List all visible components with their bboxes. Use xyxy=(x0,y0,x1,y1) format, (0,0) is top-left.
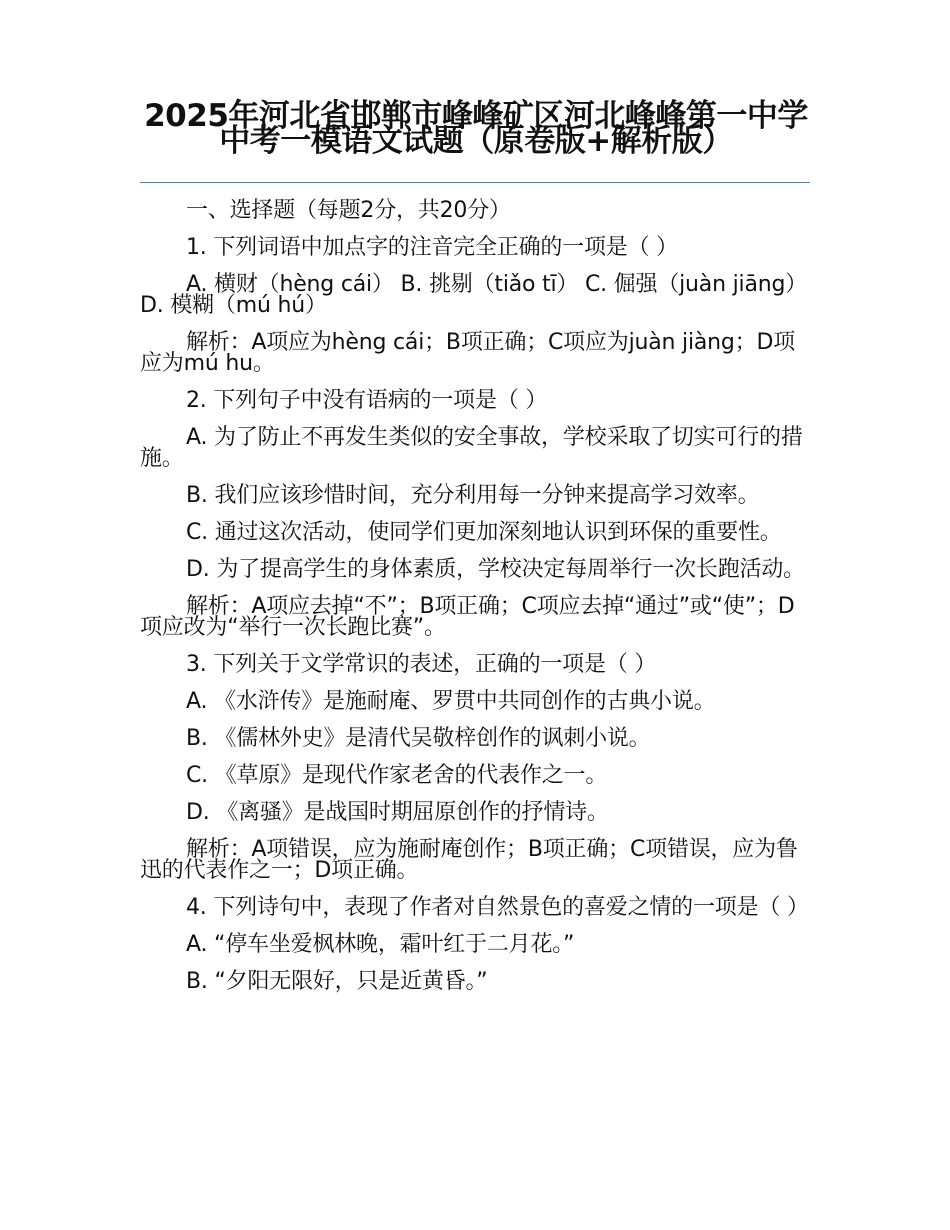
question-3-option-c: C. 《草原》是现代作家老舍的代表作之一。 xyxy=(186,763,608,788)
question-2-option-c: C. 通过这次活动，使同学们更加深刻地认识到环保的重要性。 xyxy=(186,520,782,545)
question-4-option-b: B. “夕阳无限好，只是近黄昏。” xyxy=(186,969,488,994)
question-2-option-a: A. 为了防止不再发生类似的安全事故，学校采取了切实可行的措施。 xyxy=(140,425,803,471)
question-3-option-a: A. 《水浒传》是施耐庵、罗贯中共同创作的古典小说。 xyxy=(186,689,716,714)
section-heading: 一、选择题（每题2分，共20分） xyxy=(186,198,511,223)
question-2-option-d: D. 为了提高学生的身体素质，学校决定每周举行一次长跑活动。 xyxy=(186,557,805,582)
question-3-option-d: D. 《离骚》是战国时期屈原创作的抒情诗。 xyxy=(186,800,609,825)
question-2-analysis: 解析：A项应去掉“不”；B项正确；C项应去掉“通过”或“使”；D项应改为“举行一次长跑比赛”。 xyxy=(140,594,795,640)
question-2-option-b: B. 我们应该珍惜时间，充分利用每一分钟来提高学习效率。 xyxy=(186,483,760,508)
question-1-analysis: 解析：A项应为hèng cái；B项正确；C项应为juàn jiàng；D项应为mú hu。 xyxy=(140,330,796,376)
document-body xyxy=(140,200,812,1008)
title-block xyxy=(140,98,812,159)
document-title: 2025年河北省邯郸市峰峰矿区河北峰峰第一中学中考一模语文试题（原卷版+解析版） xyxy=(144,98,808,159)
question-4-option-a: A. “停车坐爱枫林晚，霜叶红于二月花。” xyxy=(186,932,575,957)
question-4: 4. 下列诗句中，表现了作者对自然景色的喜爱之情的一项是（ ） xyxy=(186,895,809,920)
question-1-options: A. 横财（hèng cái） B. 挑剔（tiǎo tī） C. 倔强（juàn jiāng） D. 模糊（mú hú） xyxy=(140,272,808,318)
question-3-option-b: B. 《儒林外史》是清代吴敬梓创作的讽刺小说。 xyxy=(186,726,651,751)
question-3-analysis: 解析：A项错误，应为施耐庵创作；B项正确；C项错误，应为鲁迅的代表作之一；D项正确。 xyxy=(140,837,798,883)
question-2: 2. 下列句子中没有语病的一项是（ ） xyxy=(186,388,548,413)
question-1: 1. 下列词语中加点字的注音完全正确的一项是（ ） xyxy=(186,235,678,260)
title-divider xyxy=(140,182,810,183)
question-3: 3. 下列关于文学常识的表述，正确的一项是（ ） xyxy=(186,652,657,677)
